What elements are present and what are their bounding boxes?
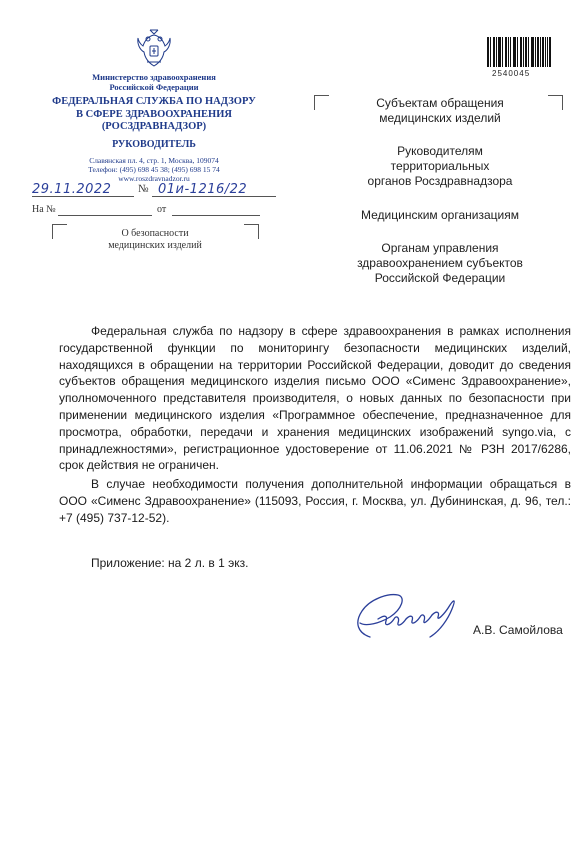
ministry-line-2: Российской Федерации (109, 82, 199, 92)
number-field (152, 180, 276, 197)
from-label: от (157, 204, 167, 215)
body-paragraph-1: Федеральная служба по надзору в сфере здравоохранения в рамках исполнения государственной функции по мониторингу безопасности медицинских изделий, находящихся в обращении на территории Российской Федерации, доводит до сведения субъектов обращения медицинского изделия письмо ООО «Сименс Здравоохранение», уполномоченного представителя производителя, о новых данных по безопасности при применении медицинского изделия «Программное обеспечение, предназначенное для просмотра, обработки, передачи и хранения медицинских изображений syngo.via, с принадлежностями», регистрационное удостоверение от 11.06.2021 № РЗН 2017/6286, срок действия не ограничен. (59, 324, 571, 473)
registration-date: 29.11.2022 (32, 182, 112, 197)
recipient-2-line-1: Руководителям (397, 144, 483, 158)
recipient-2 (320, 144, 560, 189)
agency-line-1: ФЕДЕРАЛЬНАЯ СЛУЖБА ПО НАДЗОРУ (52, 96, 256, 107)
barcode-icon (487, 37, 551, 67)
ref-date-field (172, 203, 260, 216)
recipient-4 (320, 241, 560, 286)
ministry-line-1: Министерство здравоохранения (92, 72, 216, 82)
ref-label: На № (32, 204, 56, 215)
agency-line-2: В СФЕРЕ ЗДРАВООХРАНЕНИЯ (76, 108, 232, 120)
signer-name: А.В. Самойлова (473, 623, 563, 637)
recipient-1 (320, 96, 560, 126)
agency-name (30, 96, 278, 134)
attachment-note: Приложение: на 2 л. в 1 экз. (91, 556, 249, 570)
phone: Телефон: (495) 698 45 38; (495) 698 15 74 (88, 165, 220, 174)
subject (52, 228, 258, 252)
recipient-2-line-2: территориальных (390, 159, 490, 173)
registration-number: 01и-1216/22 (158, 182, 248, 197)
ref-number-field (58, 203, 152, 216)
handwritten-signature (340, 585, 470, 645)
recipient-3-line-1: Медицинским организациям (361, 208, 519, 222)
website: www.roszdravnadzor.ru (118, 174, 190, 183)
number-sign: № (138, 183, 149, 195)
ministry-name (40, 72, 268, 92)
subject-line-1: О безопасности (121, 228, 189, 239)
recipient-4-line-1: Органам управления (381, 241, 499, 255)
head-title: РУКОВОДИТЕЛЬ (112, 139, 196, 150)
letter-body (59, 323, 571, 527)
coat-of-arms-icon (135, 28, 173, 68)
recipient-4-line-3: Российской Федерации (374, 271, 506, 285)
recipient-1-line-2: медицинских изделий (379, 111, 501, 125)
date-field (32, 180, 134, 197)
recipient-4-line-2: здравоохранением субъектов (357, 256, 523, 270)
body-paragraph-2: В случае необходимости получения дополнительной информации обращаться в ООО «Сименс Здравоохранение» (115093, Россия, г. Москва, ул. Дубининская, д. 96, тел.: +7 (495) 737-12-52). (59, 477, 571, 525)
subject-line-2: медицинских изделий (108, 240, 202, 251)
contact-block (40, 156, 268, 183)
agency-line-3: (РОСЗДРАВНАДЗОР) (101, 121, 207, 132)
recipient-2-line-3: органов Росздравнадзора (367, 174, 513, 188)
recipient-1-line-1: Субъектам обращения (376, 96, 504, 110)
recipient-3 (320, 208, 560, 223)
barcode-number: 2540045 (492, 69, 531, 78)
address: Славянская пл. 4, стр. 1, Москва, 109074 (89, 156, 219, 165)
